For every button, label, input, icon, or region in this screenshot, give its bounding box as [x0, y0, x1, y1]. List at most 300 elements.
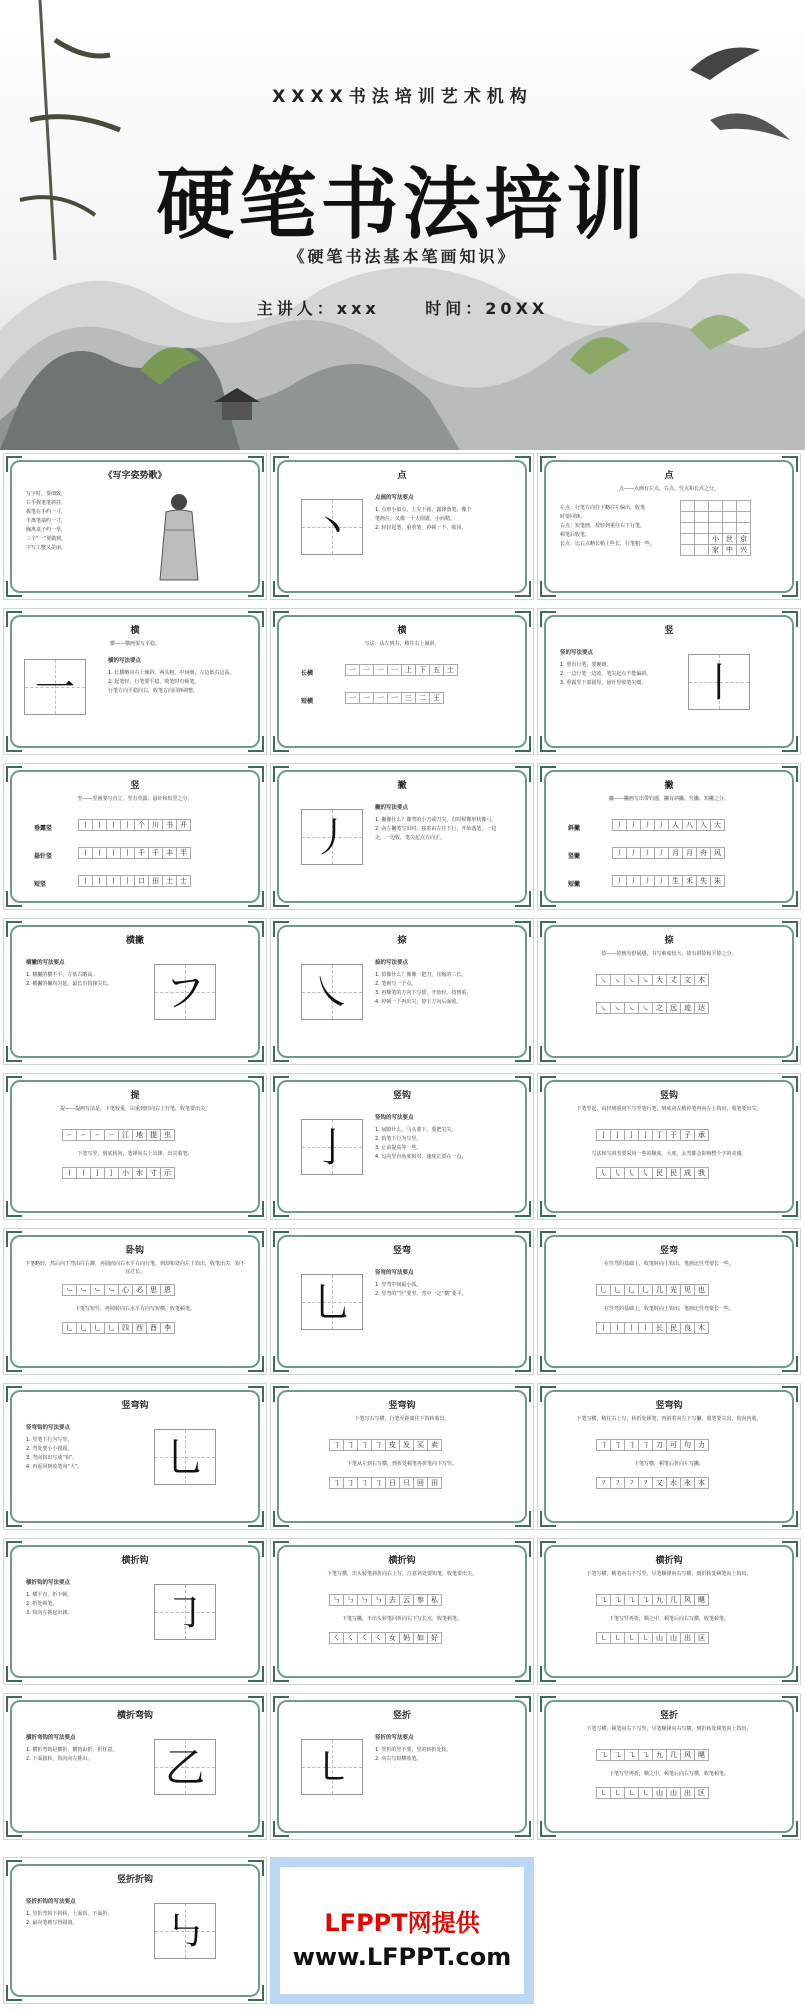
practice-cell: 乚 [611, 1284, 625, 1295]
practice-cell: 一 [360, 664, 374, 675]
practice-cell: 成 [681, 1167, 695, 1178]
practice-cell [709, 501, 723, 512]
practice-cell: 乚 [639, 1284, 653, 1295]
practice-cell: ㇉ [330, 1594, 344, 1605]
row-label: 悬针竖 [34, 853, 53, 860]
practice-cell [709, 523, 723, 534]
cover-title: 硬笔书法培训 [156, 159, 649, 250]
slide-thumbnail[interactable] [3, 1857, 267, 2004]
corner-ornament [540, 1201, 556, 1217]
practice-cell [695, 501, 709, 512]
practice-cell: ㇆ [344, 1439, 358, 1450]
slide-title: 撇 [664, 781, 674, 791]
notes-heading: 竖弯钩的写法要点 [26, 1425, 71, 1431]
slide-intro-secondary: 下笔写横，顿笔后折向左写撇。 [633, 1461, 704, 1467]
note-line: 1. 竖弯中间最小弧。 [375, 1281, 422, 1288]
slide-thumbnail[interactable] [537, 608, 801, 755]
slide-intro: 下笔写横，出头转笔斜折向右上写，注意斜处要钩笔，收笔要出尖。 [326, 1571, 477, 1577]
practice-cell: 丨 [121, 819, 135, 830]
stroke-glyph: ㇄ [312, 1745, 352, 1791]
practice-cell: 民 [667, 1167, 681, 1178]
practice-cell: 二 [416, 692, 430, 703]
organization-name: XXXX书法培训艺术机构 [272, 87, 533, 107]
practice-grid [329, 1589, 442, 1606]
stroke-glyph: 一 [35, 665, 75, 711]
practice-cell: 亅 [105, 1167, 119, 1178]
corner-ornament [515, 1821, 531, 1837]
slide-intro-secondary: 下笔写短竖，再圆转向右水平方向写短横，收笔顿笔。 [74, 1306, 195, 1312]
practice-cell: ㇏ [597, 1002, 611, 1013]
slide-intro: 下笔略轻，然后向下弯由往右蹲，再圆而向右水平方向行笔，到却和处向左上钩出，收笔出尖，钩不宜过长。 [24, 1261, 245, 1275]
practice-grid [596, 1744, 709, 1761]
practice-cell: ㇆ [330, 1477, 344, 1488]
note-line: 左点：行笔方向往下略往左偏出，收笔 [560, 505, 646, 511]
practice-cell [695, 512, 709, 523]
practice-cell: 示 [161, 1167, 175, 1178]
corner-ornament [540, 891, 556, 907]
practice-cell: 人 [669, 819, 683, 830]
slide-thumbnail[interactable] [537, 1538, 801, 1685]
slide-title: 提 [130, 1091, 140, 1101]
notes-heading: 竖折折钩的写法要点 [26, 1899, 76, 1905]
practice-cell: 亅 [625, 1129, 639, 1140]
note-line: 时要回锋。 [560, 514, 586, 520]
practice-cell: 远 [667, 1002, 681, 1013]
practice-cell: 丿 [613, 847, 627, 858]
practice-cell: 丨 [597, 1322, 611, 1333]
note-line: 3. 垂露竖下部圆厚，悬针竖收笔尖细。 [560, 679, 647, 686]
practice-grid [62, 1279, 175, 1296]
cover-slide [0, 0, 805, 450]
slide-title: 竖折 [392, 1711, 411, 1721]
slide-thumbnail[interactable] [3, 1693, 267, 1840]
slide-title: 竖弯钩 [121, 1401, 149, 1411]
practice-cell: 九 [653, 1749, 667, 1760]
practice-cell: 长 [653, 1322, 667, 1333]
practice-cell: 丈 [667, 974, 681, 985]
practice-cell: 山 [667, 1632, 681, 1643]
notes-heading: 横的写法要点 [108, 658, 142, 664]
practice-cell: 见 [681, 1284, 695, 1295]
practice-cell: 王 [430, 692, 444, 703]
practice-cell: 丿 [613, 875, 627, 886]
practice-grid [78, 814, 191, 831]
character-grid-box [301, 809, 363, 865]
note-line: 1. 间隙什么，马头要下，要把尖尖。 [375, 1126, 457, 1133]
practice-grid [62, 1124, 175, 1141]
practice-cell: 丨 [77, 1167, 91, 1178]
practice-cell: 日 [386, 1477, 400, 1488]
corner-ornament [782, 1821, 798, 1837]
corner-ornament [515, 736, 531, 752]
corner-ornament [6, 736, 22, 752]
corner-ornament [6, 1356, 22, 1372]
practice-cell: ㇈ [611, 1749, 625, 1760]
practice-cell: 亅 [639, 1129, 653, 1140]
practice-cell: ㇄ [639, 1787, 653, 1798]
practice-cell: 好 [428, 1632, 442, 1643]
practice-cell [709, 512, 723, 523]
slide-thumbnail[interactable] [270, 1538, 534, 1685]
row-label: 垂露竖 [34, 825, 53, 832]
practice-cell: 句 [681, 1439, 695, 1450]
corner-ornament [273, 736, 289, 752]
practice-cell: 上 [402, 664, 416, 675]
note-line: 3. 弯向钩出写成“钩”。 [26, 1454, 78, 1461]
practice-cell: ㇃ [63, 1284, 77, 1295]
practice-cell: ㇆ [639, 1439, 653, 1450]
note-line: 4. 再返回到收笔向“大”。 [26, 1463, 83, 1470]
slide-title: 卧钩 [125, 1246, 144, 1256]
slide-thumbnail[interactable] [3, 608, 267, 755]
notes-heading: 竖的写法要点 [560, 650, 594, 656]
practice-cell: 子 [681, 1129, 695, 1140]
corner-ornament [540, 1356, 556, 1372]
practice-cell: 五 [430, 664, 444, 675]
practice-cell: ㇀ [63, 1129, 77, 1140]
practice-cell: 小 [119, 1167, 133, 1178]
practice-cell: 个 [135, 819, 149, 830]
row-label: 短横 [301, 698, 314, 705]
slide-thumbnail[interactable] [270, 1073, 534, 1220]
slide-title: 竖 [664, 626, 674, 636]
practice-cell: 丨 [625, 1322, 639, 1333]
practice-cell: 丨 [107, 819, 121, 830]
slide-thumbnail[interactable] [537, 1228, 801, 1375]
practice-cell [723, 501, 737, 512]
practice-cell: 虫 [161, 1129, 175, 1140]
slide-title: 捺 [397, 936, 407, 946]
practice-cell: 八 [683, 819, 697, 830]
practice-cell: 私 [428, 1594, 442, 1605]
slide-intro: 下笔写横，稍笔向右下写竖，尽笔顺锋向右写横，到折转处顿笔向上钩出。 [586, 1571, 752, 1577]
slide-title: 横折钩 [388, 1556, 416, 1566]
corner-ornament [540, 736, 556, 752]
practice-grid [612, 870, 725, 887]
slide-thumbnail[interactable] [270, 1383, 534, 1530]
slide-thumbnail[interactable] [3, 1228, 267, 1375]
corner-ornament [515, 1201, 531, 1217]
practice-cell: 生 [669, 875, 683, 886]
stroke-notes [375, 1734, 505, 1764]
slide-thumbnail[interactable] [537, 1073, 801, 1220]
row-label: 竖撇 [568, 853, 581, 860]
practice-cell: 女 [386, 1632, 400, 1643]
practice-cell: ㇃ [105, 1284, 119, 1295]
practice-cell: 山 [653, 1787, 667, 1798]
practice-cell: 木 [695, 1322, 709, 1333]
practice-cell: ㇄ [625, 1787, 639, 1798]
practice-cell: 一 [388, 664, 402, 675]
corner-ornament [515, 1046, 531, 1062]
stroke-glyph: 丶 [312, 505, 352, 551]
practice-cell: 兴 [737, 545, 751, 556]
practice-cell: 四 [119, 1322, 133, 1333]
corner-ornament [248, 1046, 264, 1062]
corner-ornament [248, 891, 264, 907]
practice-cell: 丨 [93, 819, 107, 830]
practice-cell: 妈 [400, 1632, 414, 1643]
practice-cell [681, 534, 695, 545]
notes-heading: 撇的写法要点 [375, 805, 409, 811]
practice-cell: 丨 [121, 875, 135, 886]
slide-thumbnail[interactable] [270, 1228, 534, 1375]
stroke-glyph: フ [165, 970, 205, 1016]
slide-title: 横撇 [125, 936, 144, 946]
corner-ornament [515, 1666, 531, 1682]
practice-cell: 三 [402, 692, 416, 703]
stroke-notes [375, 959, 505, 1007]
corner-ornament [6, 1201, 22, 1217]
practice-cell: 参 [414, 1594, 428, 1605]
practice-cell [681, 523, 695, 534]
stroke-notes [26, 1734, 156, 1764]
practice-cell: 只 [400, 1477, 414, 1488]
slide-intro-secondary: 下笔写竖再折，顺之中，顿笔后向右写横，收笔顿笔。 [608, 1771, 729, 1777]
slide-title: 横 [397, 626, 407, 636]
practice-grid [596, 1279, 709, 1296]
practice-cell: ㇆ [358, 1477, 372, 1488]
practice-cell: 一 [360, 692, 374, 703]
note-line: 1. 撇像什么？像弯的小刀或刀尖，有时候像形状像弓。 [375, 816, 497, 823]
practice-cell: 丿 [627, 847, 641, 858]
practice-cell: ㇈ [625, 1749, 639, 1760]
practice-cell: ㇄ [611, 1787, 625, 1798]
stroke-glyph: 乚 [165, 1435, 205, 1481]
practice-cell: ㇏ [611, 974, 625, 985]
slide-thumbnail[interactable] [3, 1073, 267, 1220]
practice-cell: 之 [653, 1002, 667, 1013]
corner-ornament [248, 1821, 264, 1837]
practice-cell: 大 [653, 974, 667, 985]
practice-cell: 乚 [625, 1284, 639, 1295]
practice-cell: ㇉ [372, 1594, 386, 1605]
practice-cell: 民 [667, 1322, 681, 1333]
practice-cell: ㇆ [611, 1439, 625, 1450]
practice-cell: ㇈ [597, 1749, 611, 1760]
slide-thumbnail[interactable] [537, 1383, 801, 1530]
practice-cell: 去 [386, 1594, 400, 1605]
practice-cell: 开 [177, 819, 191, 830]
slide-thumbnail[interactable] [537, 453, 801, 600]
note-line: 1. 横平直，折下顿。 [26, 1591, 73, 1598]
character-grid-box [24, 659, 86, 715]
practice-grid [612, 842, 725, 859]
slide-intro-secondary: 下笔写竖再折，顺之中，顿笔后向右写横，收笔顿笔。 [608, 1616, 729, 1622]
practice-cell: 丿 [613, 819, 627, 830]
corner-ornament [6, 891, 22, 907]
note-line: 1. 竖折的竖不要，竖的转折处转。 [375, 1746, 452, 1753]
practice-cell: ㇀ [91, 1129, 105, 1140]
practice-cell: 一 [346, 692, 360, 703]
slide-intro-secondary: 写法和写斜竖要采用一些的顺度、大度、太弯都会影响整个字的美感。 [591, 1151, 747, 1157]
slide-intro: 竖——竖画要写直立，竖有垂露、悬针和短竖之分。 [77, 796, 193, 802]
presentation-time: 时间：20XX [425, 299, 549, 318]
character-grid-box [154, 1584, 216, 1640]
practice-cell: ㇂ [611, 1167, 625, 1178]
corner-ornament [248, 581, 264, 597]
stroke-notes [26, 1424, 156, 1472]
practice-cell: ㇄ [625, 1632, 639, 1643]
practice-cell [681, 512, 695, 523]
note-line: 右手握笔笔斜挂， [26, 500, 67, 506]
practice-grid [62, 1317, 175, 1334]
corner-ornament [6, 1821, 22, 1837]
practice-cell [737, 523, 751, 534]
practice-grid [596, 1162, 709, 1179]
notes-heading: 竖折的写法要点 [375, 1735, 414, 1741]
slide-title: 竖弯 [659, 1246, 678, 1256]
row-label: 短竖 [34, 881, 47, 888]
practice-cell: 丁 [653, 1129, 667, 1140]
practice-cell: 丨 [63, 1167, 77, 1178]
practice-cell: 小 [709, 534, 723, 545]
practice-cell: 必 [133, 1284, 147, 1295]
slide-intro: 下笔写横，稍往右上写，转折处顿笔，再斜着向左下写撇，收笔要尖出，钩向内收。 [576, 1416, 762, 1422]
practice-cell: ㇈ [639, 1749, 653, 1760]
corner-ornament [782, 891, 798, 907]
practice-grid [596, 969, 709, 986]
practice-cell: 本 [695, 1477, 709, 1488]
corner-ornament [248, 1985, 264, 2001]
practice-grid [596, 1124, 709, 1141]
note-line: 1. 长横略向右上倾斜，两头粗，中间细，左边低右边高。 [108, 669, 235, 676]
slide-thumbnail[interactable] [537, 763, 801, 910]
slide-thumbnail[interactable] [537, 1693, 801, 1840]
practice-cell: 田 [428, 1477, 442, 1488]
corner-ornament [248, 1666, 264, 1682]
practice-cell: ㇛ [344, 1632, 358, 1643]
slide-title: 横 [130, 626, 140, 636]
practice-grid [596, 1589, 709, 1606]
stroke-glyph: 丨 [699, 660, 739, 706]
practice-cell: 飓 [695, 1749, 709, 1760]
practice-cell: 云 [400, 1594, 414, 1605]
corner-ornament [782, 581, 798, 597]
practice-cell: 家 [709, 545, 723, 556]
slide-thumbnail[interactable] [270, 1693, 534, 1840]
slide-thumbnail[interactable] [270, 608, 534, 755]
practice-cell: 如 [414, 1632, 428, 1643]
notes-heading: 点画的写法要点 [375, 495, 414, 501]
slide-thumbnail[interactable] [3, 453, 267, 600]
practice-cell: 可 [667, 1439, 681, 1450]
practice-grid [596, 1434, 709, 1451]
practice-cell: 千 [135, 847, 149, 858]
corner-ornament [273, 581, 289, 597]
practice-cell: 亅 [611, 1129, 625, 1140]
corner-ornament [6, 1511, 22, 1527]
practice-cell: ㇆ [330, 1439, 344, 1450]
slide-thumbnail[interactable] [3, 1538, 267, 1685]
practice-cell [737, 501, 751, 512]
character-grid-box [301, 964, 363, 1020]
note-line: 1. 捺像什么？像像一把刀，压缩的三长。 [375, 971, 467, 978]
practice-cell: 川 [149, 819, 163, 830]
slide-intro: 在竖弯的基础上，收笔时向上钩出，笔画比竖弯要长一些。 [603, 1261, 734, 1267]
note-line: 3. 钩向左挑起出锋。 [26, 1609, 73, 1616]
slide-thumbnail[interactable] [3, 918, 267, 1065]
stroke-notes [375, 494, 505, 533]
practice-cell: 风 [681, 1594, 695, 1605]
corner-ornament [515, 891, 531, 907]
corner-ornament [273, 1201, 289, 1217]
practice-cell: 恩 [161, 1284, 175, 1295]
character-grid-box [301, 499, 363, 555]
practice-grid [329, 1627, 442, 1644]
practice-cell: 风 [711, 847, 725, 858]
practice-cell: 出 [681, 1632, 695, 1643]
practice-cell: 心 [119, 1284, 133, 1295]
corner-ornament [782, 1666, 798, 1682]
practice-cell: 士 [177, 875, 191, 886]
slide-thumbnail[interactable] [3, 1383, 267, 1530]
practice-cell [723, 523, 737, 534]
lfppt-line-2: www.LFPPT.com [292, 1943, 512, 1971]
practice-grid [596, 997, 709, 1014]
practice-cell: ㇛ [358, 1632, 372, 1643]
practice-cell: 区 [695, 1787, 709, 1798]
practice-cell: ㇈ [597, 1594, 611, 1605]
practice-cell: 丿 [641, 847, 655, 858]
practice-grid [78, 870, 191, 887]
character-grid-box [301, 1739, 363, 1795]
practice-cell: 李 [161, 1322, 175, 1333]
slide-title: 横折钩 [655, 1556, 683, 1566]
slide-thumbnail[interactable] [3, 763, 267, 910]
practice-cell: 丨 [107, 847, 121, 858]
note-line: 2. 向右写短横收笔。 [375, 1755, 422, 1762]
practice-cell: 丨 [93, 875, 107, 886]
practice-cell: 水 [133, 1167, 147, 1178]
note-line: 写字时，要细致， [26, 491, 67, 497]
practice-cell: 飓 [695, 1594, 709, 1605]
note-line: 2. 最向笔画写得圆润。 [26, 1919, 78, 1926]
slide-intro: 下笔写右写横，行笔至距离往下钩转收出。 [354, 1416, 450, 1422]
practice-cell: 几 [667, 1594, 681, 1605]
slide-notes [26, 490, 116, 553]
slide-title: 竖弯 [392, 1246, 411, 1256]
slide-thumbnail[interactable] [270, 918, 534, 1065]
note-line: 手离笔端约一寸， [26, 518, 67, 524]
practice-grid [596, 1627, 709, 1644]
slide-notes [560, 504, 670, 549]
presenter-name: 主讲人：xxx [256, 299, 380, 318]
slide-thumbnail[interactable] [270, 453, 534, 600]
practice-cell: 京 [737, 534, 751, 545]
slide-intro: 捺——捺画有舒展感，书写难度较大，捺有斜捺和平捺之分。 [601, 951, 737, 957]
practice-cell: 舟 [697, 847, 711, 858]
corner-ornament [6, 1046, 22, 1062]
note-line: 1. 横折弯钩是横折、横钩由折，折任意。 [26, 1746, 118, 1753]
stroke-notes [26, 959, 156, 989]
practice-cell: ㇃ [91, 1284, 105, 1295]
slide-title: 竖折折钩 [116, 1875, 153, 1885]
practice-grid [680, 500, 751, 556]
character-grid-box [688, 654, 750, 710]
slide-thumbnail[interactable] [270, 763, 534, 910]
practice-cell: 文 [681, 974, 695, 985]
practice-cell: 风 [681, 1749, 695, 1760]
slide-thumbnail[interactable] [537, 918, 801, 1065]
note-line: 2. 一边行笔一边收，笔尖起点不能偏斜。 [560, 670, 652, 677]
note-line: 3. 再顺笔的方向下写捺，开始轻，按到重。 [375, 989, 472, 996]
corner-ornament [515, 581, 531, 597]
practice-cell: 中 [723, 545, 737, 556]
practice-cell: 民 [653, 1167, 667, 1178]
note-line: 笔画位，又像一个大圆锥，小而精。 [375, 515, 456, 522]
practice-cell: 禾 [683, 875, 697, 886]
